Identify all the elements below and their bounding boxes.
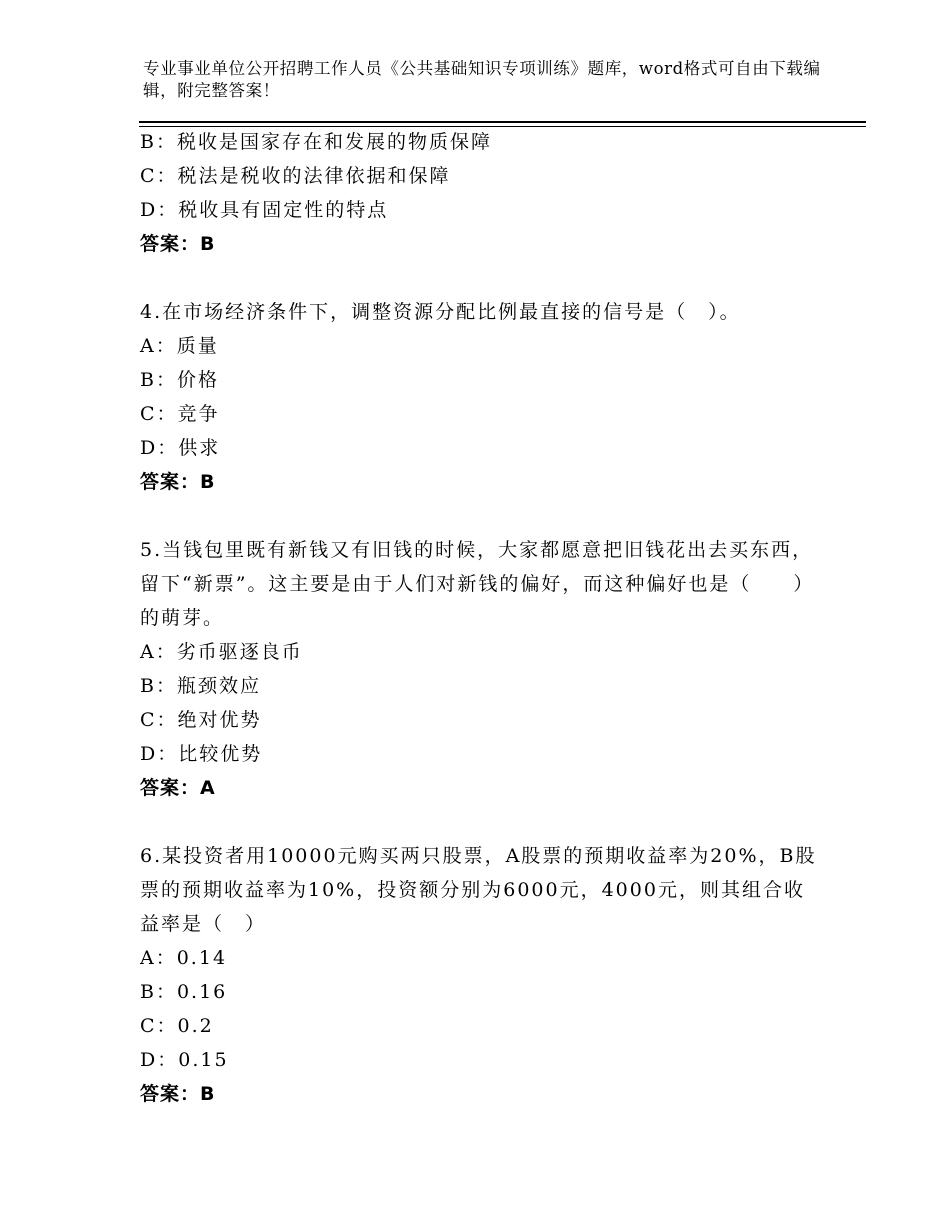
question-text: 4.在市场经济条件下，调整资源分配比例最直接的信号是（ ）。 bbox=[140, 301, 741, 323]
question-list bbox=[140, 125, 820, 1111]
option-c: C：税法是税收的法律依据和保障 bbox=[140, 165, 451, 187]
previous-question-tail bbox=[140, 125, 820, 261]
option-c: C：0.2 bbox=[140, 1015, 214, 1037]
option-a: A：质量 bbox=[140, 335, 219, 357]
option-d: D：0.15 bbox=[140, 1049, 229, 1071]
question-4 bbox=[140, 295, 820, 499]
option-b: B：价格 bbox=[140, 369, 219, 391]
option-d: D：税收具有固定性的特点 bbox=[140, 199, 389, 221]
question-text: 6.某投资者用10000元购买两只股票，A股票的预期收益率为20%，B股票的预期收益率为10%，投资额分别为6000元，4000元，则其组合收益率是（ ） bbox=[140, 845, 817, 935]
question-6 bbox=[140, 839, 820, 1111]
question-text: 5.当钱包里既有新钱又有旧钱的时候，大家都愿意把旧钱花出去买东西，留下“新票”。这主要是由于人们对新钱的偏好，而这种偏好也是（ ）的萌芽。 bbox=[140, 539, 815, 629]
answer-line: 答案：B bbox=[140, 471, 216, 493]
answer-line: 答案：B bbox=[140, 233, 216, 255]
header-rule-thick bbox=[139, 121, 866, 123]
option-b: B：瓶颈效应 bbox=[140, 675, 261, 697]
question-5 bbox=[140, 533, 820, 805]
answer-line: 答案：B bbox=[140, 1083, 216, 1105]
option-d: D：比较优势 bbox=[140, 743, 263, 765]
option-b: B：税收是国家存在和发展的物质保障 bbox=[140, 131, 492, 153]
option-b: B：0.16 bbox=[140, 981, 228, 1003]
option-a: A：劣币驱逐良币 bbox=[140, 641, 303, 663]
option-d: D：供求 bbox=[140, 437, 221, 459]
option-a: A：0.14 bbox=[140, 947, 228, 969]
option-c: C：绝对优势 bbox=[140, 709, 262, 731]
document-header: 专业事业单位公开招聘工作人员《公共基础知识专项训练》题库，word格式可自由下载编辑，附完整答案！ bbox=[143, 59, 821, 100]
answer-line: 答案：A bbox=[140, 777, 216, 799]
option-c: C：竞争 bbox=[140, 403, 220, 425]
